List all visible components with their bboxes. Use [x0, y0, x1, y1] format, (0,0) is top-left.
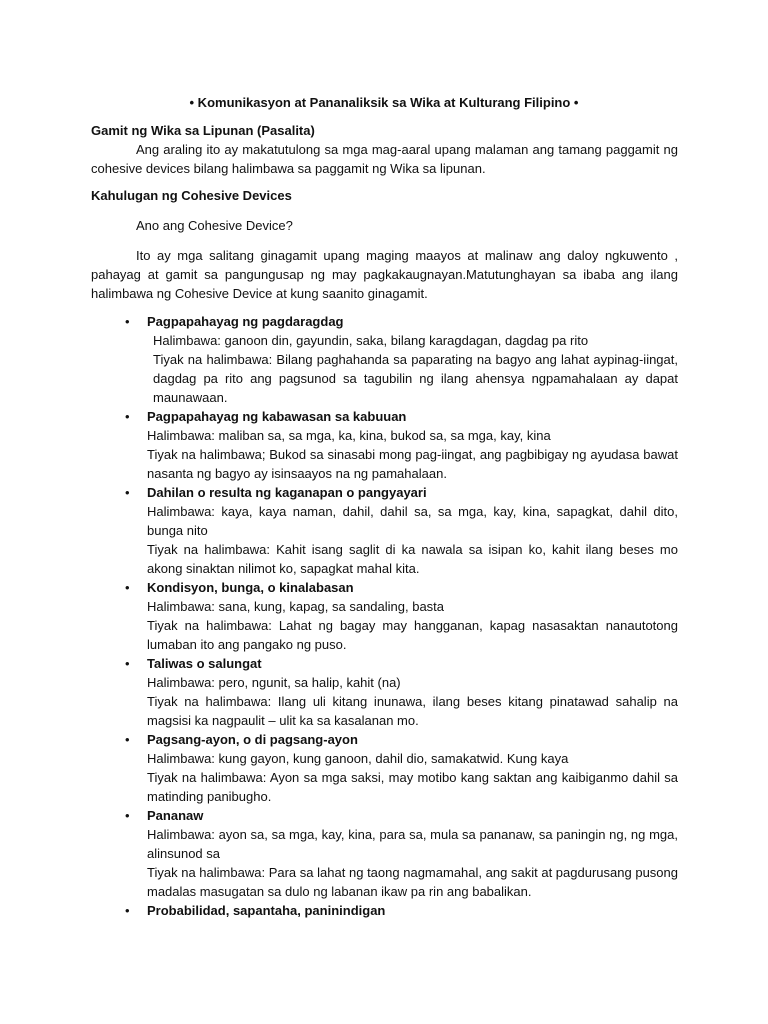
- bullet-icon: •: [125, 732, 130, 747]
- list-item: [91, 806, 678, 901]
- item-example: Halimbawa: ayon sa, sa mga, kay, kina, para sa, mula sa pananaw, sa paningin ng, ng mga, alinsunod sa: [147, 827, 678, 861]
- list-item: [91, 578, 678, 654]
- list-item: [91, 483, 678, 578]
- item-heading: Pagsang-ayon, o di pagsang-ayon: [147, 732, 358, 747]
- item-example: Halimbawa: kaya, kaya naman, dahil, dahil sa, sa mga, kay, kina, sapagkat, dahil dito, bunga nito: [147, 504, 678, 538]
- section-kahulugan: [91, 186, 678, 303]
- section-paragraph: Ito ay mga salitang ginagamit upang maging maayos at malinaw ang daloy ngkuwento , pahayag at gamit sa pangungusap ng may pagkakaugnayan.Matutunghayan sa ibaba ang ilang halimbawa ng Cohesive Device at kung saanito ginagamit.: [91, 248, 678, 301]
- list-item: [91, 312, 678, 407]
- item-example: Halimbawa: ganoon din, gayundin, saka, bilang karagdagan, dagdag pa rito: [153, 333, 589, 348]
- item-heading: Pananaw: [147, 808, 204, 823]
- section-gamit-ng-wika: [91, 121, 678, 178]
- bullet-icon: •: [125, 903, 130, 918]
- bullet-icon: •: [125, 314, 130, 329]
- item-sample: Tiyak na halimbawa: Ayon sa mga saksi, may motibo kang saktan ang kaibiganmo dahil sa matinding panibugho.: [147, 770, 678, 804]
- item-heading: Taliwas o salungat: [147, 656, 262, 671]
- item-example: Halimbawa: sana, kung, kapag, sa sandaling, basta: [147, 599, 445, 614]
- item-heading: Pagpapahayag ng pagdaragdag: [147, 314, 344, 329]
- document-title: • Komunikasyon at Pananaliksik sa Wika at Kulturang Filipino •: [189, 95, 579, 110]
- item-sample: Tiyak na halimbawa: Lahat ng bagay may hangganan, kapag nasasaktan nanautotong lumaban ito ang pangako ng puso.: [147, 618, 678, 652]
- section-heading: Gamit ng Wika sa Lipunan (Pasalita): [91, 123, 315, 138]
- item-heading: Kondisyon, bunga, o kinalabasan: [147, 580, 354, 595]
- bullet-icon: •: [125, 580, 130, 595]
- section-paragraph: Ang araling ito ay makatutulong sa mga mag-aaral upang malaman ang tamang paggamit ng cohesive devices bilang halimbawa sa paggamit ng Wika sa lipunan.: [91, 142, 678, 176]
- item-heading: Dahilan o resulta ng kaganapan o pangyayari: [147, 485, 427, 500]
- section-heading: Kahulugan ng Cohesive Devices: [91, 188, 292, 203]
- item-heading: Probabilidad, sapantaha, paninindigan: [147, 903, 386, 918]
- item-sample: Tiyak na halimbawa: Bilang paghahanda sa paparating na bagyo ang lahat aypinag-iingat, dagdag pa rito ang pagsunod sa tagubilin ng ilang ahensya ngpamahalaan ay dapat maunawaan.: [153, 352, 678, 405]
- item-sample: Tiyak na halimbawa; Bukod sa sinasabi mong pag-iingat, ang pagbibigay ng ayudasa bawat nasanta ng bagyo ay isinsaayos na ng pamahalaan.: [147, 447, 678, 481]
- question-text: Ano ang Cohesive Device?: [136, 218, 293, 233]
- cohesive-device-list: [91, 312, 678, 920]
- list-item: [91, 901, 678, 920]
- list-item: [91, 654, 678, 730]
- bullet-icon: •: [125, 409, 130, 424]
- bullet-icon: •: [125, 485, 130, 500]
- item-example: Halimbawa: pero, ngunit, sa halip, kahit (na): [147, 675, 401, 690]
- item-sample: Tiyak na halimbawa: Para sa lahat ng taong nagmamahal, ang sakit at pagdurusang pusong madalas masugatan sa dulo ng labanan ikaw pa rin ang babalikan.: [147, 865, 678, 899]
- bullet-icon: •: [125, 808, 130, 823]
- item-heading: Pagpapahayag ng kabawasan sa kabuuan: [147, 409, 407, 424]
- bullet-icon: •: [125, 656, 130, 671]
- list-item: [91, 730, 678, 806]
- item-sample: Tiyak na halimbawa: Ilang uli kitang inunawa, ilang beses kitang pinatawad sahalip na magsisi ka nagpaulit – ulit ka sa kasalanan mo.: [147, 694, 678, 728]
- item-example: Halimbawa: maliban sa, sa mga, ka, kina, bukod sa, sa mga, kay, kina: [147, 428, 551, 443]
- item-sample: Tiyak na halimbawa: Kahit isang saglit di ka nawala sa isipan ko, kahit ilang beses mo akong sinaktan nilimot ko, sapagkat mahal kita.: [147, 542, 678, 576]
- item-example: Halimbawa: kung gayon, kung ganoon, dahil dio, samakatwid. Kung kaya: [147, 751, 569, 766]
- list-item: [91, 407, 678, 483]
